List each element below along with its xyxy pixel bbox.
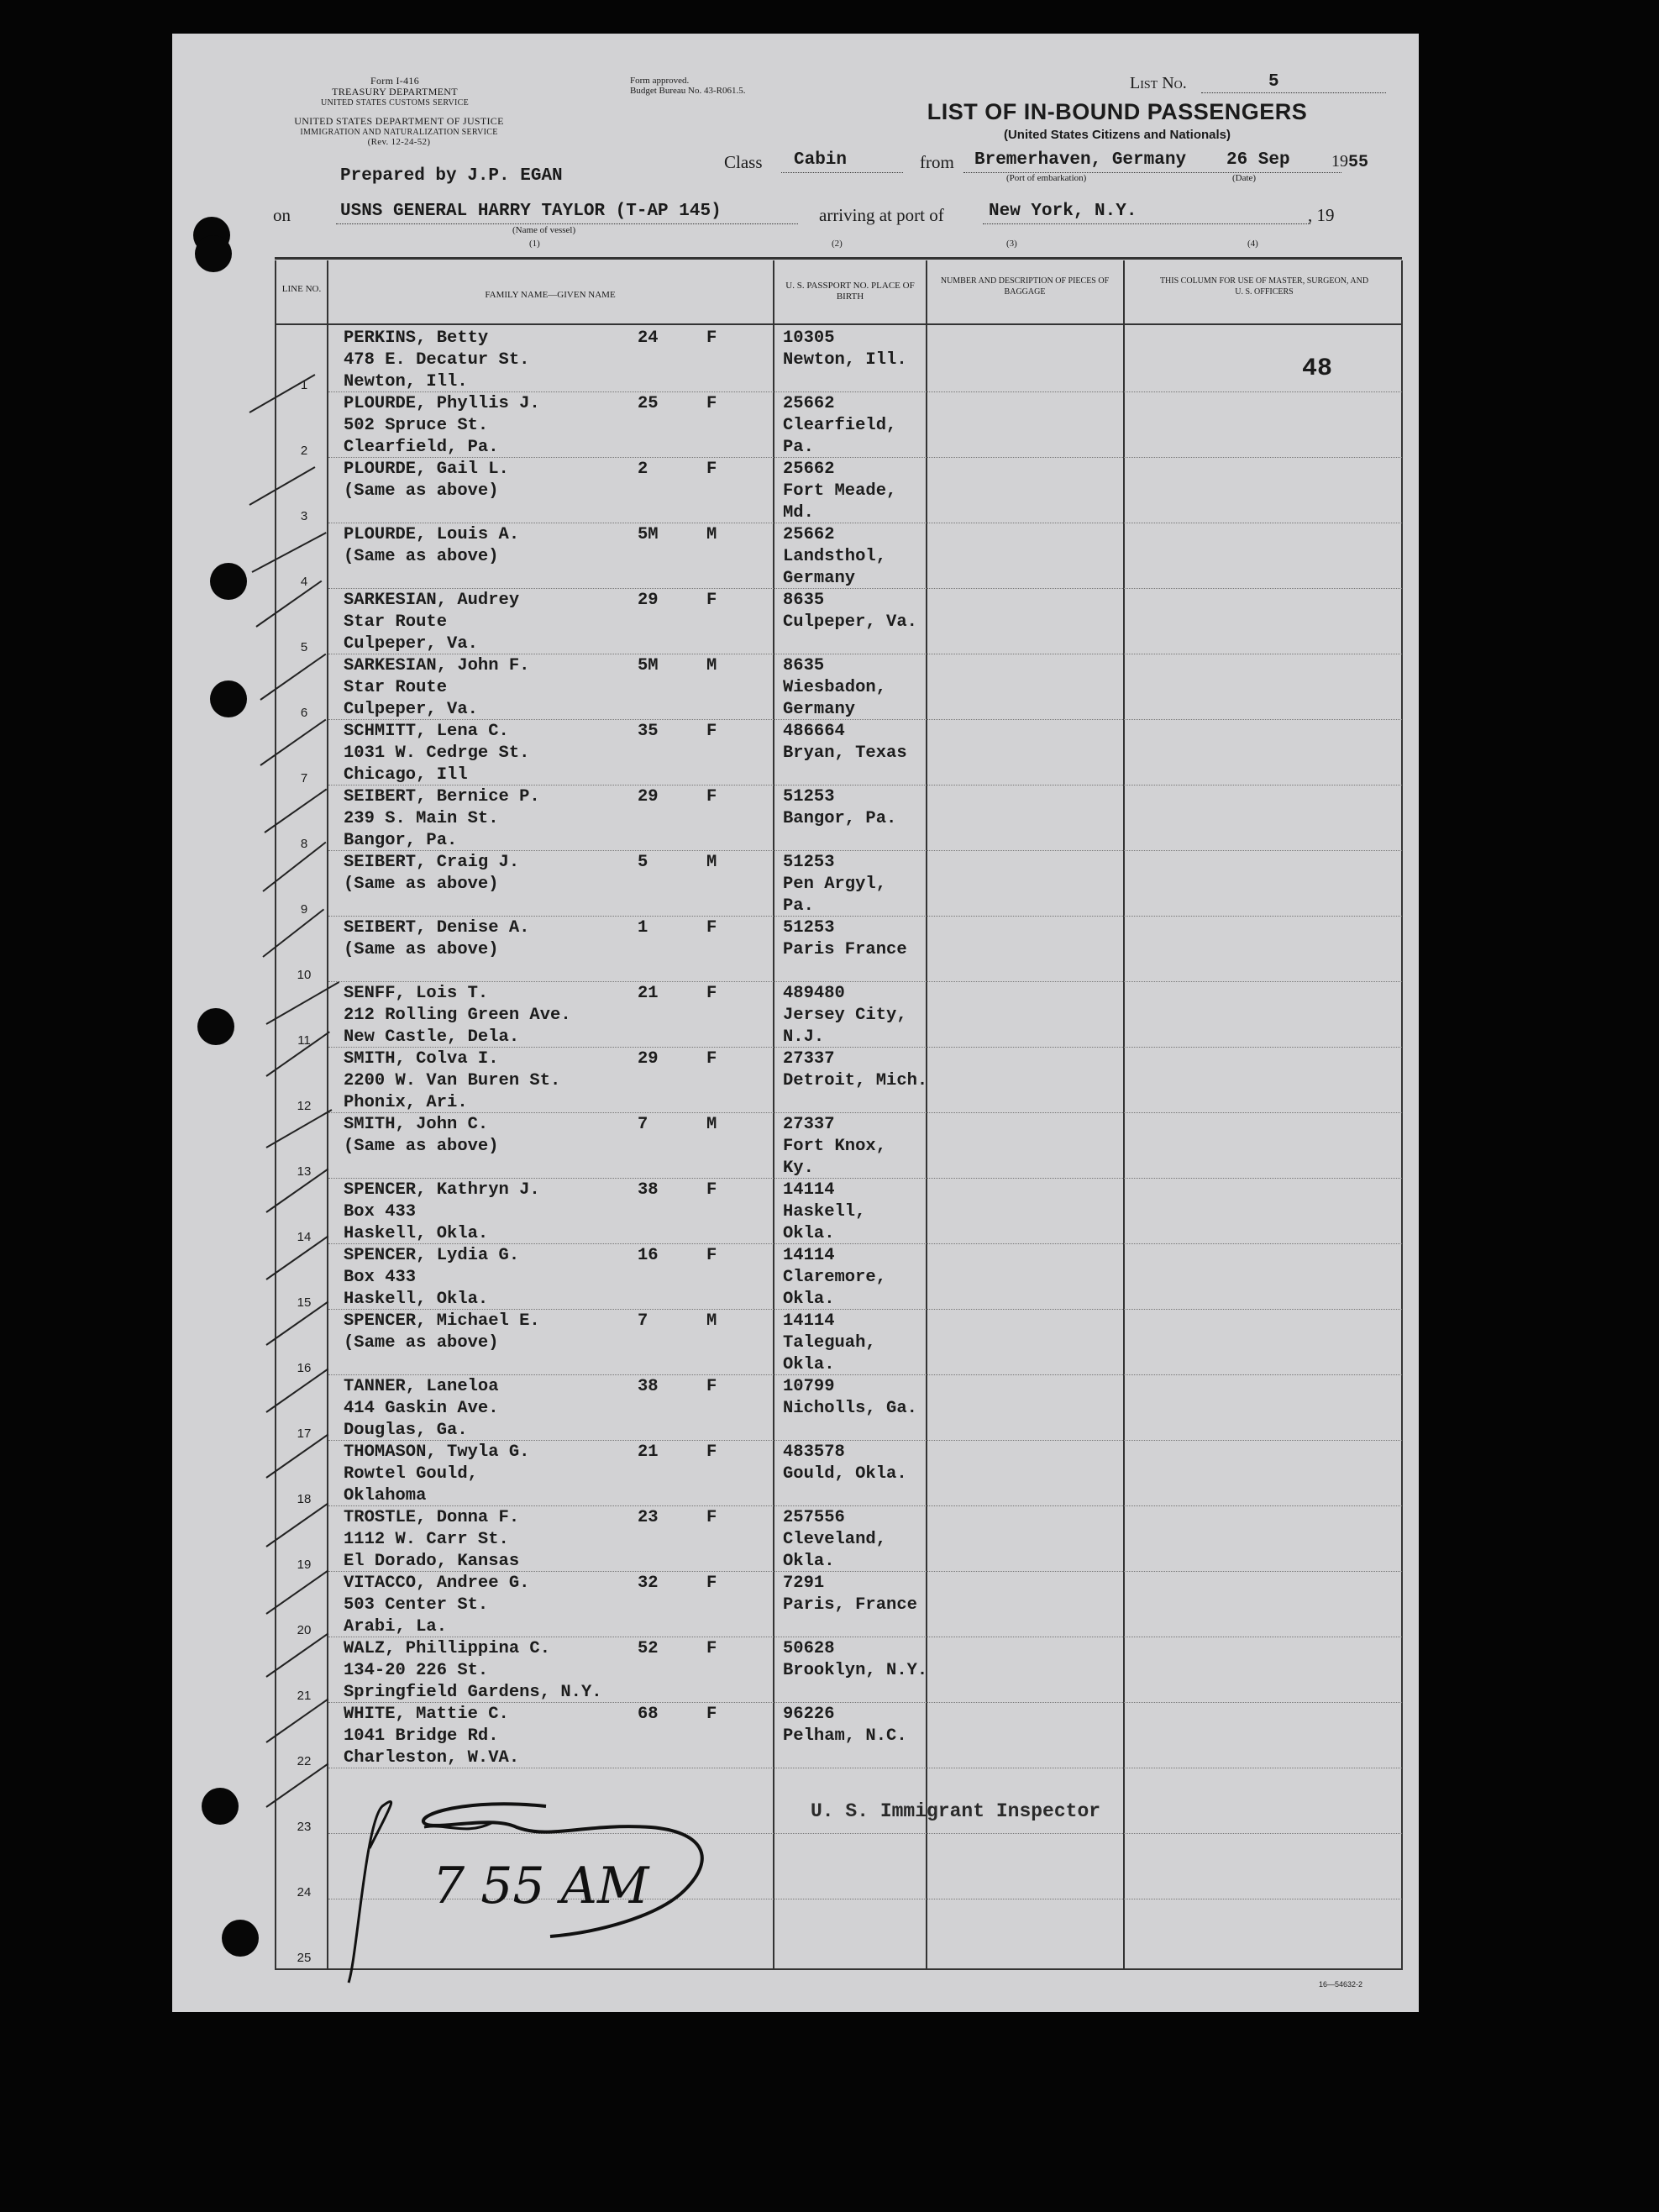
line-number: 3 xyxy=(300,509,308,523)
passenger-name: WHITE, Mattie C. 1041 Bridge Rd. Charleston, W.VA. xyxy=(344,1705,520,1768)
vessel-name: USNS GENERAL HARRY TAYLOR (T-AP 145) xyxy=(340,202,722,221)
officer-note: 48 xyxy=(1302,355,1333,383)
footer-code: 16—54632-2 xyxy=(1319,1980,1363,1989)
passenger-age: 2 xyxy=(638,460,648,479)
year-prefix: 19 xyxy=(1331,152,1348,171)
prepared-prefix: Pre xyxy=(340,166,372,186)
passenger-name: PLOURDE, Phyllis J. 502 Spruce St. Clearfield, Pa. xyxy=(344,394,540,457)
line-number: 21 xyxy=(297,1689,312,1703)
port-embark-caption: (Port of embarkation) xyxy=(1006,173,1087,183)
list-no-value: 5 xyxy=(1268,72,1279,92)
passenger-sex: F xyxy=(706,722,717,741)
passport-birthplace: 14114 Taleguah, Okla. xyxy=(783,1311,876,1374)
passenger-name: TANNER, Laneloa 414 Gaskin Ave. Douglas, Ga. xyxy=(344,1377,499,1440)
line-number: 5 xyxy=(300,640,308,654)
passenger-age: 29 xyxy=(638,1049,659,1069)
col-num-1: (1) xyxy=(529,239,540,249)
line-number: 20 xyxy=(297,1623,312,1637)
passenger-sex: F xyxy=(706,591,717,610)
passport-birthplace: 27337 Detroit, Mich. xyxy=(783,1049,928,1090)
passenger-age: 29 xyxy=(638,591,659,610)
passport-birthplace: 14114 Claremore, Okla. xyxy=(783,1246,887,1309)
passport-birthplace: 10799 Nicholls, Ga. xyxy=(783,1377,917,1418)
line-number: 16 xyxy=(297,1361,312,1375)
punch-hole xyxy=(202,1788,239,1825)
passenger-name: PLOURDE, Gail L. (Same as above) xyxy=(344,460,509,501)
line-number: 9 xyxy=(300,902,308,917)
line-number: 23 xyxy=(297,1820,312,1834)
line-number: 24 xyxy=(297,1885,312,1899)
passenger-age: 21 xyxy=(638,1442,659,1462)
customs-service: UNITED STATES CUSTOMS SERVICE xyxy=(320,98,470,108)
header-officers: THIS COLUMN FOR USE OF MASTER, SURGEON, AND U. S. OFFICERS xyxy=(1159,276,1369,297)
passenger-sex: F xyxy=(706,1180,717,1200)
passenger-age: 5M xyxy=(638,656,659,675)
line-number: 22 xyxy=(297,1754,312,1768)
passenger-age: 24 xyxy=(638,328,659,348)
arrival-port: New York, N.Y. xyxy=(989,202,1137,221)
punch-hole xyxy=(195,235,232,272)
passport-birthplace: 50628 Brooklyn, N.Y. xyxy=(783,1639,928,1680)
passenger-age: 16 xyxy=(638,1246,659,1265)
passenger-sex: F xyxy=(706,394,717,413)
passenger-name: THOMASON, Twyla G. Rowtel Gould, Oklahoma xyxy=(344,1442,530,1505)
form-number: Form I-416 xyxy=(370,75,419,87)
date-value: 26 Sep xyxy=(1226,150,1290,170)
passenger-age: 1 xyxy=(638,918,648,938)
passport-birthplace: 10305 Newton, Ill. xyxy=(783,328,907,370)
passenger-name: WALZ, Phillippina C. 134-20 226 St. Springfield Gardens, N.Y. xyxy=(344,1639,602,1702)
col-num-3: (3) xyxy=(1006,239,1017,249)
arrival-year: , 19 xyxy=(1308,205,1335,225)
revision-line: (Rev. 12-24-52) xyxy=(367,137,431,147)
passenger-sex: F xyxy=(706,787,717,807)
form-title: LIST OF IN-BOUND PASSENGERS xyxy=(927,99,1308,124)
passenger-sex: M xyxy=(706,525,717,544)
passenger-name: SEIBERT, Denise A. (Same as above) xyxy=(344,918,530,959)
passenger-name: SPENCER, Lydia G. Box 433 Haskell, Okla. xyxy=(344,1246,520,1309)
passenger-sex: M xyxy=(706,853,717,872)
passenger-sex: M xyxy=(706,656,717,675)
punch-hole xyxy=(210,680,247,717)
passport-birthplace: 96226 Pelham, N.C. xyxy=(783,1705,907,1746)
line-number: 19 xyxy=(297,1558,312,1572)
manifest-page xyxy=(172,34,1419,2012)
header-name: FAMILY NAME—GIVEN NAME xyxy=(485,290,616,300)
passenger-name: SPENCER, Michael E. (Same as above) xyxy=(344,1311,540,1353)
line-number: 18 xyxy=(297,1492,312,1506)
passenger-name: SEIBERT, Bernice P. 239 S. Main St. Bangor, Pa. xyxy=(344,787,540,850)
passport-birthplace: 489480 Jersey City, N.J. xyxy=(783,984,907,1047)
line-number: 17 xyxy=(297,1427,312,1441)
col-num-2: (2) xyxy=(832,239,843,249)
passenger-sex: F xyxy=(706,984,717,1003)
passenger-age: 5M xyxy=(638,525,659,544)
passenger-sex: F xyxy=(706,1246,717,1265)
passenger-sex: F xyxy=(706,1508,717,1527)
list-no-label: List No. xyxy=(1130,74,1187,92)
line-number: 4 xyxy=(300,575,308,589)
passenger-age: 68 xyxy=(638,1705,659,1724)
passenger-age: 23 xyxy=(638,1508,659,1527)
passenger-name: VITACCO, Andree G. 503 Center St. Arabi, La. xyxy=(344,1574,530,1637)
passenger-name: SMITH, John C. (Same as above) xyxy=(344,1115,499,1156)
passport-birthplace: 51253 Pen Argyl, Pa. xyxy=(783,853,887,916)
passport-birthplace: 486664 Bryan, Texas xyxy=(783,722,907,763)
line-number: 11 xyxy=(297,1033,311,1048)
passenger-name: SENFF, Lois T. 212 Rolling Green Ave. New Castle, Dela. xyxy=(344,984,571,1047)
passenger-sex: M xyxy=(706,1115,717,1134)
passenger-sex: F xyxy=(706,1705,717,1724)
header-baggage: NUMBER AND DESCRIPTION OF PIECES OF BAGGAGE xyxy=(940,276,1110,297)
passenger-sex: F xyxy=(706,1442,717,1462)
class-value: Cabin xyxy=(794,150,848,170)
line-number: 7 xyxy=(300,771,308,785)
prepared-by: pared by J.P. EGAN xyxy=(371,166,563,186)
passenger-age: 21 xyxy=(638,984,659,1003)
vessel-caption: (Name of vessel) xyxy=(512,225,576,235)
passenger-sex: F xyxy=(706,1049,717,1069)
passenger-age: 38 xyxy=(638,1377,659,1396)
passenger-age: 5 xyxy=(638,853,648,872)
passport-birthplace: 7291 Paris, France xyxy=(783,1574,917,1615)
line-number: 10 xyxy=(297,968,312,982)
passenger-age: 52 xyxy=(638,1639,659,1658)
approval-line-2: Budget Bureau No. 43-R061.5. xyxy=(630,86,746,96)
line-number: 14 xyxy=(297,1230,312,1244)
punch-hole xyxy=(210,563,247,600)
form-subtitle: (United States Citizens and Nationals) xyxy=(1003,128,1231,142)
treasury-department: TREASURY DEPARTMENT xyxy=(332,86,458,97)
passport-birthplace: 27337 Fort Knox, Ky. xyxy=(783,1115,887,1178)
passenger-sex: F xyxy=(706,1574,717,1593)
line-number: 8 xyxy=(300,837,308,851)
punch-hole xyxy=(222,1920,259,1957)
passport-birthplace: 25662 Landsthol, Germany xyxy=(783,525,887,588)
justice-department: UNITED STATES DEPARTMENT OF JUSTICE xyxy=(294,115,504,127)
passport-birthplace: 483578 Gould, Okla. xyxy=(783,1442,907,1484)
passport-birthplace: 257556 Cleveland, Okla. xyxy=(783,1508,887,1571)
passenger-sex: F xyxy=(706,1377,717,1396)
passenger-age: 7 xyxy=(638,1311,648,1331)
line-number: 6 xyxy=(300,706,308,720)
passport-birthplace: 8635 Culpeper, Va. xyxy=(783,591,917,632)
passport-birthplace: 51253 Bangor, Pa. xyxy=(783,787,897,828)
inspector-stamp: U. S. Immigrant Inspector xyxy=(811,1800,1101,1822)
passenger-name: PLOURDE, Louis A. (Same as above) xyxy=(344,525,520,566)
passport-birthplace: 8635 Wiesbadon, Germany xyxy=(783,656,887,719)
passport-birthplace: 25662 Clearfield, Pa. xyxy=(783,394,897,457)
passport-birthplace: 14114 Haskell, Okla. xyxy=(783,1180,866,1243)
line-number: 25 xyxy=(297,1951,312,1965)
on-label: on xyxy=(273,205,291,225)
passenger-name: PERKINS, Betty 478 E. Decatur St. Newton, Ill. xyxy=(344,328,530,391)
passenger-name: SPENCER, Kathryn J. Box 433 Haskell, Okla. xyxy=(344,1180,540,1243)
passport-birthplace: 25662 Fort Meade, Md. xyxy=(783,460,897,523)
port-of-embarkation: Bremerhaven, Germany xyxy=(974,150,1187,170)
passenger-age: 25 xyxy=(638,394,659,413)
passenger-name: SARKESIAN, Audrey Star Route Culpeper, Va. xyxy=(344,591,520,654)
passenger-name: SMITH, Colva I. 2200 W. Van Buren St. Phonix, Ari. xyxy=(344,1049,561,1112)
passenger-age: 38 xyxy=(638,1180,659,1200)
line-number: 12 xyxy=(297,1099,312,1113)
passenger-sex: F xyxy=(706,918,717,938)
arriving-label: arriving at port of xyxy=(819,205,944,225)
line-number: 13 xyxy=(297,1164,312,1179)
passenger-sex: F xyxy=(706,460,717,479)
year-value: 55 xyxy=(1348,153,1369,172)
from-label: from xyxy=(920,152,954,172)
passenger-name: SEIBERT, Craig J. (Same as above) xyxy=(344,853,520,894)
header-line-no: LINE NO. xyxy=(281,284,322,294)
passenger-age: 7 xyxy=(638,1115,648,1134)
header-passport: U. S. PASSPORT NO. PLACE OF BIRTH xyxy=(785,281,915,302)
passenger-name: SCHMITT, Lena C. 1031 W. Cedrge St. Chicago, Ill xyxy=(344,722,530,785)
ins-line: IMMIGRATION AND NATURALIZATION SERVICE xyxy=(300,128,498,137)
passenger-name: SARKESIAN, John F. Star Route Culpeper, Va. xyxy=(344,656,530,719)
line-number: 15 xyxy=(297,1295,312,1310)
date-caption: (Date) xyxy=(1232,173,1257,183)
passenger-age: 35 xyxy=(638,722,659,741)
punch-hole xyxy=(197,1008,234,1045)
handwritten-time: 7 55 AM xyxy=(433,1857,649,1915)
passenger-sex: M xyxy=(706,1311,717,1331)
passenger-name: TROSTLE, Donna F. 1112 W. Carr St. El Dorado, Kansas xyxy=(344,1508,520,1571)
passenger-sex: F xyxy=(706,1639,717,1658)
line-number: 1 xyxy=(300,378,308,392)
col-num-4: (4) xyxy=(1247,239,1258,249)
passenger-age: 29 xyxy=(638,787,659,807)
class-label: Class xyxy=(724,152,763,172)
line-number: 2 xyxy=(300,444,308,458)
passport-birthplace: 51253 Paris France xyxy=(783,918,907,959)
passenger-sex: F xyxy=(706,328,717,348)
passenger-age: 32 xyxy=(638,1574,659,1593)
approval-line-1: Form approved. xyxy=(630,76,690,86)
